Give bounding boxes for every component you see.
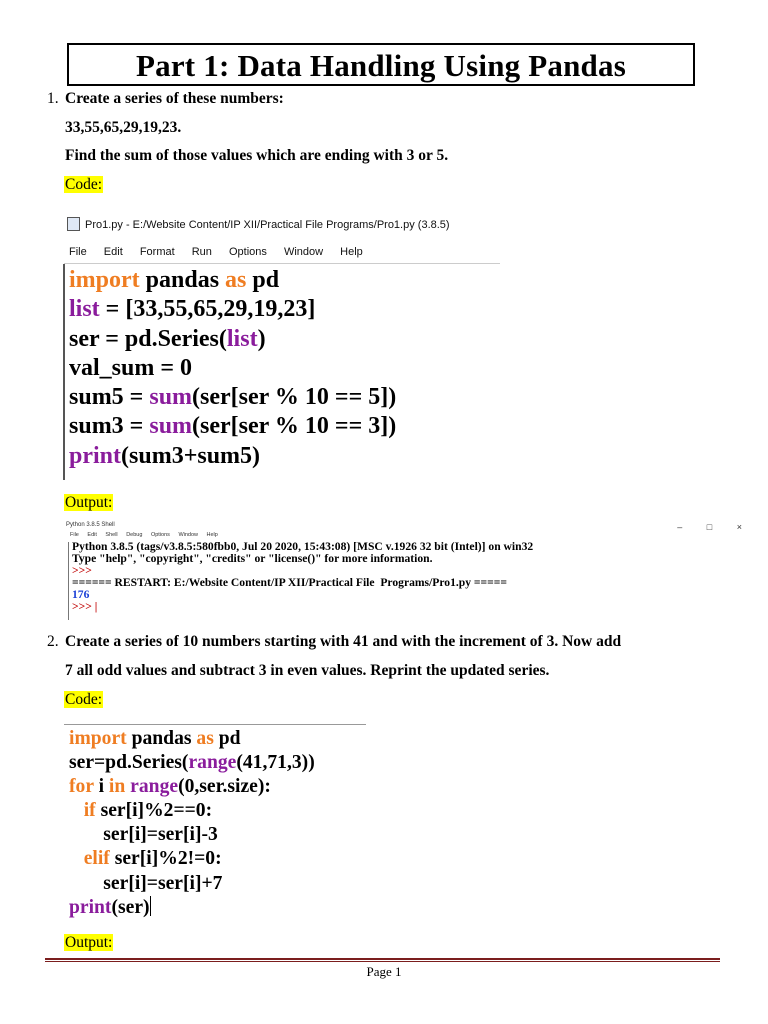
menu-file[interactable]: File	[69, 246, 87, 258]
window-controls	[655, 522, 742, 532]
q2-line2: 7 all odd values and subtract 3 in even values. Reprint the updated series.	[65, 662, 550, 679]
editor-left-border	[63, 264, 65, 480]
menu-options[interactable]: Options	[228, 246, 267, 258]
q2-number: 2.	[47, 633, 59, 650]
idle-editor-window	[60, 212, 500, 472]
q1-line1: Create a series of these numbers:	[65, 90, 284, 107]
q2-code-label: Code:	[65, 691, 103, 708]
shell-left-border	[68, 542, 69, 620]
idle-title-bar	[60, 218, 450, 238]
q2-output-label: Output:	[65, 934, 113, 951]
footer-rule-thin	[45, 961, 720, 962]
menu-divider	[64, 263, 500, 264]
python-file-icon	[67, 217, 80, 231]
page-number: Page 1	[366, 964, 402, 979]
page-title-box	[67, 43, 695, 86]
shell-menu-options[interactable]: Options	[150, 532, 170, 538]
shell-menu-file[interactable]: File	[70, 532, 79, 538]
shell-title: Python 3.8.5 Shell	[66, 522, 115, 528]
q1-number: 1.	[47, 90, 59, 107]
page-title: Part 1: Data Handling Using Pandas	[136, 48, 626, 83]
shell-menu-debug[interactable]: Debug	[126, 532, 143, 538]
idle-code-editor[interactable]: import pandas as pd list = [33,55,65,29,19,23] ser = pd.Series(list) val_sum = 0 sum5 = sum(ser[ser % 10 == 5]) sum3 = sum(ser[ser % 10 == 3]) print(sum3+sum5)	[69, 267, 397, 469]
menu-edit[interactable]: Edit	[103, 246, 123, 258]
footer-rule	[45, 958, 720, 960]
menu-help[interactable]: Help	[340, 246, 363, 258]
shell-output[interactable]: Python 3.8.5 (tags/v3.8.5:580fbb0, Jul 20 2020, 15:43:08) [MSC v.1926 32 bit (Intel)] on win32 Type "help", "copyright", "credits" or "license()" for more information. >>> ====== RESTART: E:/Website Content/IP XII/Practical File Programs/Pro1.py ===== 176 >>> |	[72, 540, 534, 613]
menu-run[interactable]: Run	[191, 246, 212, 258]
q1-output-label: Output:	[65, 494, 113, 511]
q1-line3: Find the sum of those values which are ending with 3 or 5.	[65, 147, 449, 164]
q1-line2: 33,55,65,29,19,23.	[65, 119, 182, 136]
q2-line1: Create a series of 10 numbers starting with 41 and with the increment of 3. Now add	[65, 633, 622, 650]
menu-format[interactable]: Format	[139, 246, 175, 258]
shell-menu-edit[interactable]: Edit	[87, 532, 97, 538]
code2-top-border	[64, 724, 366, 725]
close-button[interactable]: ×	[736, 522, 742, 532]
q2-code-block[interactable]: import pandas as pd ser=pd.Series(range(41,71,3)) for i in range(0,ser.size): if ser[i]%2==0: ser[i]=ser[i]-3 elif ser[i]%2!=0: ser[i]=ser[i]+7 print(ser)	[69, 728, 315, 918]
idle-title: Pro1.py - E:/Website Content/IP XII/Practical File Programs/Pro1.py (3.8.5)	[85, 218, 450, 231]
shell-menu-bar	[70, 532, 225, 538]
python-shell-window	[66, 522, 742, 620]
maximize-button[interactable]: □	[706, 522, 713, 532]
shell-menu-help[interactable]: Help	[206, 532, 218, 538]
shell-menu-shell[interactable]: Shell	[105, 532, 118, 538]
shell-menu-window[interactable]: Window	[178, 532, 198, 538]
text-cursor	[150, 896, 152, 916]
idle-menu-bar	[69, 246, 377, 258]
q1-code-label: Code:	[65, 176, 103, 193]
menu-window[interactable]: Window	[283, 246, 324, 258]
minimize-button[interactable]: –	[677, 522, 683, 532]
